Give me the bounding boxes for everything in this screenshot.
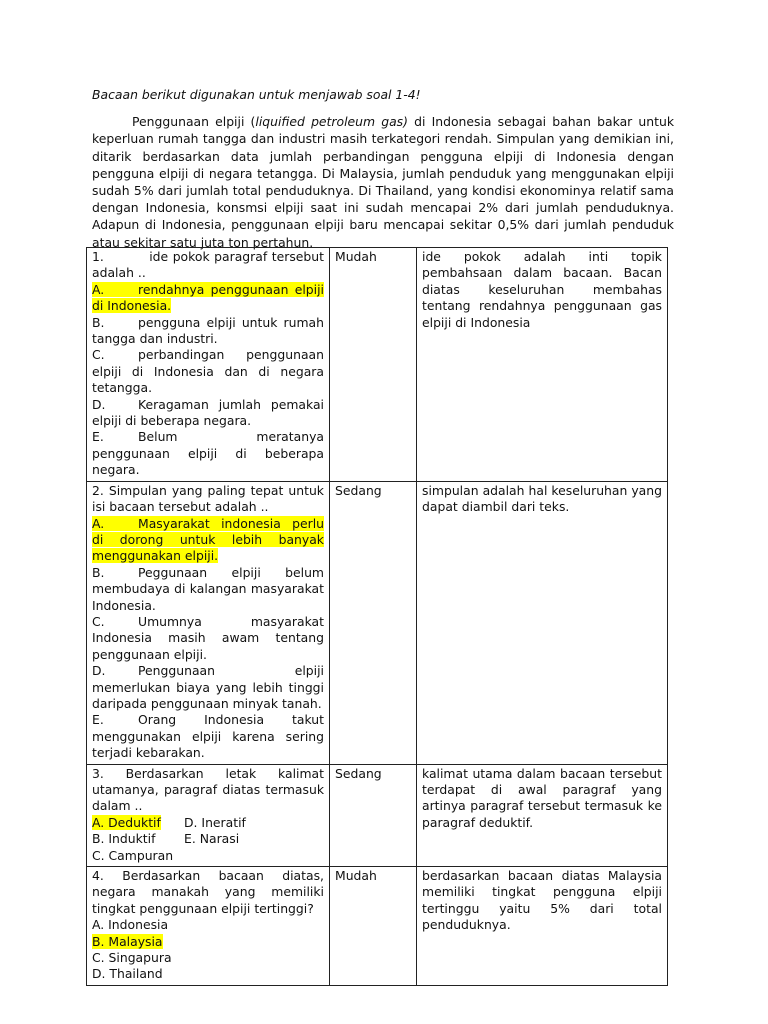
explanation-cell: berdasarkan bacaan diatas Malaysia memiliki tingkat pengguna elpiji tertinggu yaitu 5% dari total penduduknya. (417, 867, 668, 986)
option-a: A. Indonesia (92, 917, 169, 933)
instruction-text: Bacaan berikut digunakan untuk menjawab soal 1-4! (92, 87, 421, 102)
reading-paragraph (92, 113, 674, 251)
option-e: E. Narasi (184, 831, 240, 847)
option-c: C. Campuran (92, 847, 174, 863)
question-text: 3. Berdasarkan letak kalimat utamanya, paragraf diatas termasuk dalam .. (92, 765, 324, 814)
document-page (92, 86, 674, 255)
question-cell (87, 867, 330, 986)
option-row (92, 831, 324, 847)
table-row (87, 481, 668, 764)
option-d: D. Ineratif (184, 814, 246, 830)
option-b: B. Malaysia (92, 933, 163, 949)
table-row (87, 764, 668, 866)
table-row (87, 867, 668, 986)
explanation-cell: kalimat utama dalam bacaan tersebut terdapat di awal paragraf yang artinya paragraf tersebut termasuk ke paragraf deduktif. (417, 764, 668, 866)
option-b: B. pengguna elpiji untuk rumah tangga dan industri. (92, 314, 324, 347)
paragraph-start: Penggunaan elpiji ( (132, 114, 256, 130)
question-cell (87, 248, 330, 482)
option-b: B. Peggunaan elpiji belum membudaya di kalangan masyarakat Indonesia. (92, 564, 324, 613)
option-d: D. Keragaman jumlah pemakai elpiji di beberapa negara. (92, 396, 324, 429)
option-d: D. Thailand (92, 966, 163, 982)
question-text: 4. Berdasarkan bacaan diatas, negara manakah yang memiliki tingkat penggunaan elpiji tertinggi? (92, 868, 324, 916)
question-text: 2. Simpulan yang paling tepat untuk isi bacaan tersebut adalah .. (92, 482, 324, 515)
option-c: C. perbandingan penggunaan elpiji di Indonesia dan di negara tetangga. (92, 347, 324, 396)
question-table (86, 247, 668, 986)
question-cell (87, 481, 330, 764)
explanation-cell: simpulan adalah hal keseluruhan yang dapat diambil dari teks. (417, 481, 668, 764)
option-a: A. Deduktif (92, 814, 161, 830)
question-cell (87, 764, 330, 866)
difficulty-cell: Sedang (330, 764, 417, 866)
option-row (92, 815, 324, 831)
difficulty-cell: Mudah (330, 248, 417, 482)
explanation-cell: ide pokok adalah inti topik pembahsaan dalam bacaan. Bacan diatas keseluruhan membahas tentang rendahnya penggunaan gas elpiji di Indonesia (417, 248, 668, 482)
option-a: A. Masyarakat indonesia perlu di dorong untuk lebih banyak menggunakan elpiji. (92, 515, 324, 564)
paragraph-italic-term: liquified petroleum gas) (255, 114, 408, 130)
option-b: B. Induktif (92, 831, 156, 847)
option-a: A. rendahnya penggunaan elpiji di Indonesia. (92, 281, 324, 314)
difficulty-cell: Sedang (330, 481, 417, 764)
option-c: C. Singapura (92, 950, 172, 966)
option-d: D. Penggunaan elpiji memerlukan biaya yang lebih tinggi daripada penggunaan minyak tanah. (92, 663, 324, 711)
paragraph-rest: di Indonesia sebagai bahan bakar untuk keperluan rumah tangga dan industri masih terkategori rendah. Simpulan yang demikian ini, ditarik berdasarkan data jumlah perbandingan pengguna elpiji di Indonesia dengan pengguna elpiji di negara tetangga. Di Malaysia, jumlah penduduk yang menggunakan elpiji sudah 5% dari jumlah total penduduknya. Di Thailand, yang kondisi ekonominya relatif sama dengan Indonesia, konsmsi elpiji saat ini sudah mencapai 2% dari jumlah penduduknya. Adapun di Indonesia, penggunaan elpiji baru mencapai sekitar 0,5% dari jumlah penduduk atau sekitar satu juta ton pertahun. (92, 114, 674, 250)
difficulty-cell: Mudah (330, 867, 417, 986)
option-c: C. Umumnya masyarakat Indonesia masih awam tentang penggunaan elpiji. (92, 613, 324, 662)
option-e: E. Belum meratanya penggunaan elpiji di beberapa negara. (92, 429, 324, 478)
table-row (87, 248, 668, 482)
option-e: E. Orang Indonesia takut menggunakan elpiji karena sering terjadi kebarakan. (92, 712, 324, 761)
question-text: 1. ide pokok paragraf tersebut adalah .. (92, 249, 324, 281)
